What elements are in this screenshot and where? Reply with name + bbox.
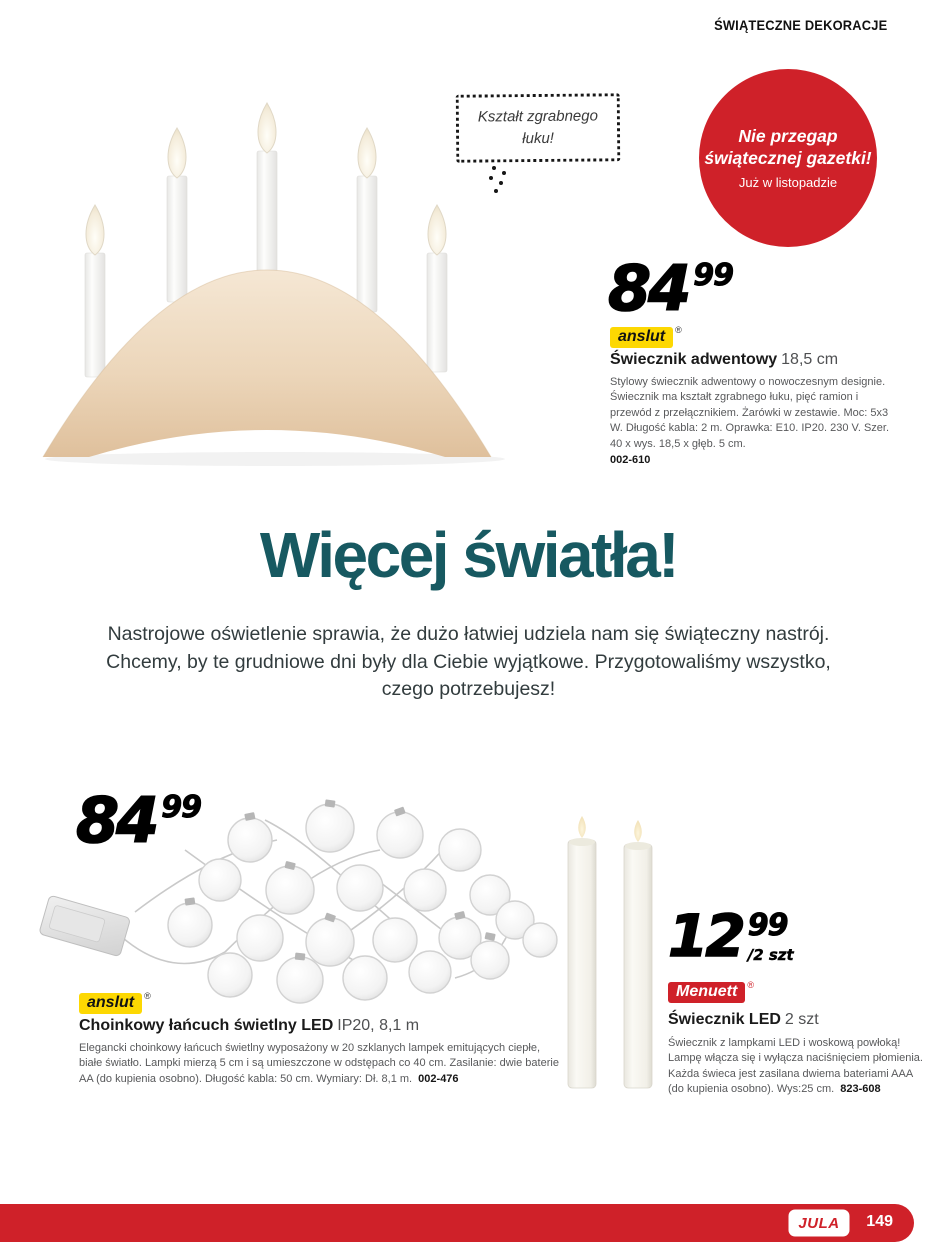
description-text: Świecznik z lampkami LED i woskową powłoką! Lampę włącza się i wyłącza naciśnięciem płomienia. Każda świeca jest zasilana dwiema bateriami AAA (do kupienia osobno). Wys:25 cm. xyxy=(668,1037,923,1096)
product-title-bold: Świecznik adwentowy xyxy=(610,351,778,368)
led-candles-image xyxy=(552,812,677,1096)
product-title-size: 2 szt xyxy=(784,1011,819,1028)
badge-line3: Już w listopadzie xyxy=(738,175,838,191)
price-integer: 84 xyxy=(76,784,157,857)
product-title-size: IP20, 8,1 m xyxy=(337,1017,420,1034)
product-title-2 xyxy=(79,1017,419,1035)
section-intro: Nastrojowe oświetlenie sprawia, że dużo łatwiej udziela nam się świąteczny nastrój. Chcemy, by te grudniowe dni były dla Ciebie wyjątkowe. Przygotowaliśmy wszystko, czego potrzebujesz! xyxy=(106,623,831,701)
price-unit: /2 szt xyxy=(747,946,794,964)
wooden-arch xyxy=(43,270,491,457)
description-text: Stylowy świecznik adwentowy o nowoczesnym designie. Świecznik ma kształt zgrabnego łuku, pięć ramion i przewód z przełącznikiem. Żarówki w zestawie. Moc: 5x3 W. Długość kabla: 2 m. Oprawka: E10. IP20. 230 V. Szer. 40 x wys. 18,5 x głęb. 5 cm. xyxy=(610,376,890,450)
section-header: ŚWIĄTECZNE DEKORACJE xyxy=(713,17,887,33)
price-decimal: 99 xyxy=(693,258,734,293)
battery-pack xyxy=(39,895,131,957)
price-integer: 84 xyxy=(608,252,689,325)
product-description-2 xyxy=(79,1041,566,1087)
badge-line2: świątecznej gazetki! xyxy=(704,147,872,168)
led-candle-right xyxy=(624,820,652,1088)
anslut-brand-logo: anslut xyxy=(610,327,673,348)
price-decimal: 99 xyxy=(161,790,202,825)
product-title-1 xyxy=(610,351,838,369)
menuett-brand-logo: Menuett xyxy=(668,982,745,1003)
article-number: 002-476 xyxy=(418,1072,459,1085)
product-description-1 xyxy=(610,375,902,468)
footer-bar xyxy=(0,1204,914,1242)
price-integer: 12 xyxy=(668,902,743,970)
product-title-size: 18,5 cm xyxy=(781,351,839,368)
article-number: 823-608 xyxy=(840,1083,881,1096)
badge-line1: Nie przegap xyxy=(738,125,838,146)
product-title-3 xyxy=(668,1011,819,1029)
registered-mark: ® xyxy=(144,991,151,1001)
glass-bulbs xyxy=(168,804,557,1003)
description-text: Elegancki choinkowy łańcuch świetlny wyposażony w 20 szklanych lampek emitujących ciepłe, białe światło. Lampki mierzą 5 cm i są umieszczone w odstępach co 40 cm. Zasilanie: dwie baterie AA (do kupienia osobno). Długość kabla: 50 cm. Wymiary: Dł. 8,1 m. xyxy=(79,1042,559,1085)
page-number: 149 xyxy=(866,1213,893,1230)
section-title: Więcej światła! xyxy=(259,519,678,591)
price-decimal: 99 xyxy=(747,908,788,943)
jula-logo: JULA xyxy=(790,1211,848,1235)
article-number: 002-610 xyxy=(610,453,651,466)
bubble-text-line2: łuku! xyxy=(522,129,554,148)
registered-mark: ® xyxy=(675,325,682,335)
brand-row-product-3 xyxy=(668,982,754,1003)
registered-mark: ® xyxy=(747,980,754,990)
led-candle-left xyxy=(568,816,596,1088)
bubble-text-line1: Kształt zgrabnego xyxy=(477,107,599,126)
anslut-brand-logo: anslut xyxy=(79,993,142,1014)
promo-badge xyxy=(699,69,877,247)
price-product-3 xyxy=(668,902,794,970)
product-title-bold: Świecznik LED xyxy=(668,1011,781,1028)
brand-row-product-1 xyxy=(610,327,682,348)
brand-row-product-2 xyxy=(79,993,151,1014)
product-title-bold: Choinkowy łańcuch świetlny LED xyxy=(79,1017,334,1034)
string-lights-image xyxy=(35,784,565,1008)
price-product-1 xyxy=(608,252,734,325)
product-description-3 xyxy=(668,1036,924,1098)
speech-bubble xyxy=(456,93,621,162)
